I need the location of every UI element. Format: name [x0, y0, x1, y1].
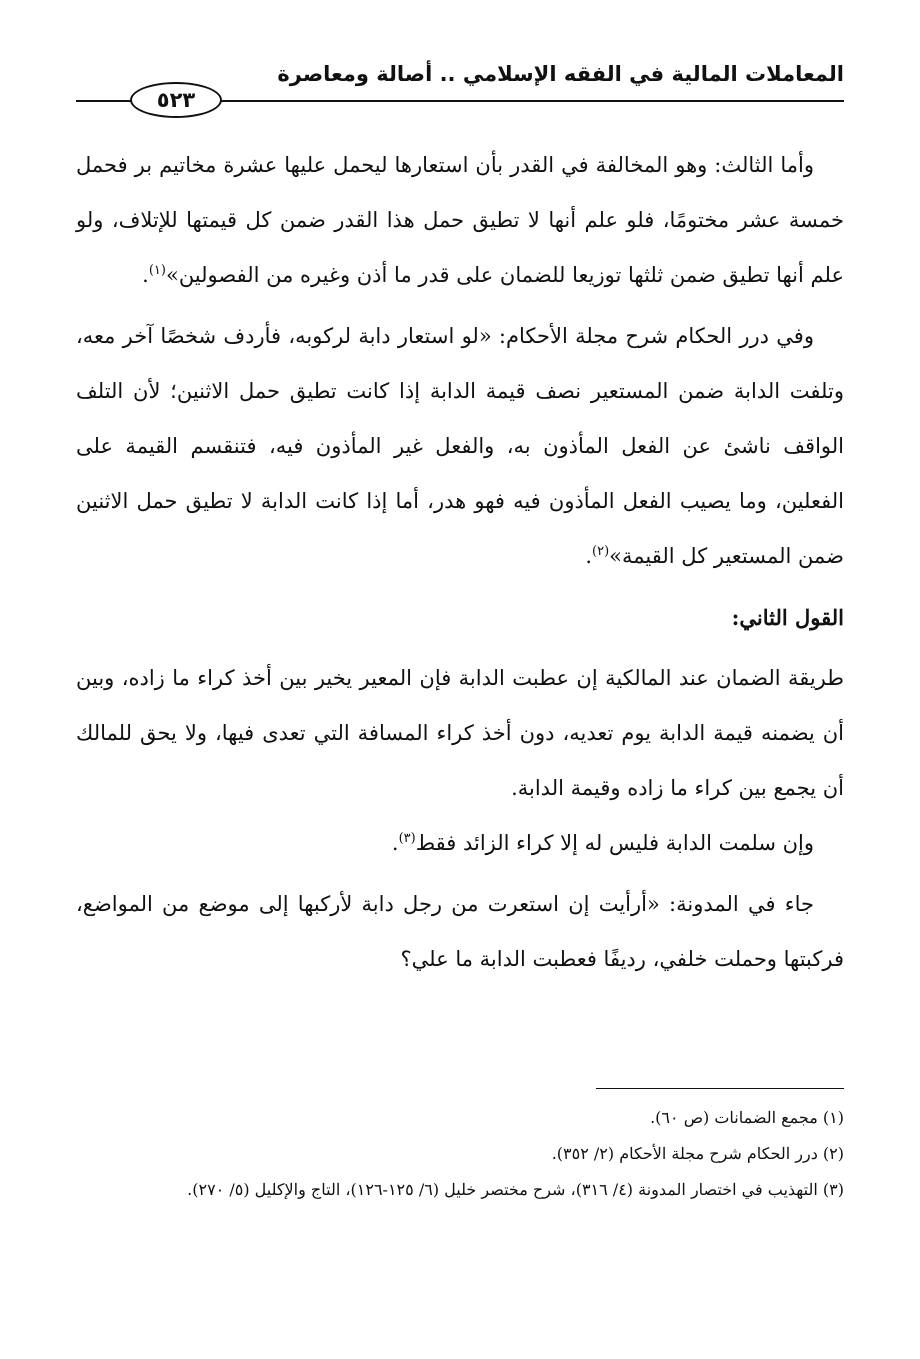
paragraph-1	[76, 138, 844, 303]
paragraph-2	[76, 309, 844, 584]
running-title: المعاملات المالية في الفقه الإسلامي .. أصالة ومعاصرة	[277, 62, 844, 86]
paragraph-1-text: وأما الثالث: وهو المخالفة في القدر بأن استعارها ليحمل عليها عشرة مخاتيم بر فحمل خمسة عشر مختومًا، فلو علم أنها لا تطيق حمل هذا القدر ضمن كل قيمتها للإتلاف، ولو علم أنها تطيق ضمن ثلثها توزيعا للضمان على قدر ما أذن وغيره من الفصولين»	[76, 153, 844, 287]
paragraph-2-end: .	[585, 544, 593, 568]
paragraph-1-end: .	[142, 263, 149, 287]
paragraph-4	[76, 816, 844, 871]
footnote-3: (٣) التهذيب في اختصار المدونة (٤/ ٣١٦)، شرح مختصر خليل (٦/ ١٢٥-١٢٦)، التاج والإكليل (٥/ ٢٧٠).	[187, 1180, 844, 1199]
footnote-ref-3: (٣)	[398, 831, 416, 846]
paragraph-2-text: وفي درر الحكام شرح مجلة الأحكام: «لو استعار دابة لركوبه، فأردف شخصًا آخر معه، وتلفت الدابة ضمن المستعير نصف قيمة الدابة إذا كانت تطيق حمل الاثنين؛ لأن التلف الواقف ناشئ عن الفعل المأذون به، والفعل غير المأذون فيه، فتنقسم القيمة على الفعلين، وما يصيب الفعل المأذون فيه فهو هدر، أما إذا كانت الدابة لا تطيق حمل الاثنين ضمن المستعير كل القيمة»	[76, 324, 844, 568]
page-number: ٥٢٣	[130, 82, 222, 118]
footnote-separator	[596, 1088, 844, 1089]
paragraph-5: جاء في المدونة: «أرأيت إن استعرت من رجل دابة لأركبها إلى موضع من المواضع، فركبتها وحملت خلفي، رديفًا فعطبت الدابة ما علي؟	[76, 892, 844, 971]
footnote-2: (٢) درر الحكام شرح مجلة الأحكام (٢/ ٣٥٢).	[551, 1144, 844, 1163]
footnote-1: (١) مجمع الضمانات (ص ٦٠).	[650, 1108, 844, 1127]
section-heading: القول الثاني:	[731, 605, 844, 630]
paragraph-3: طريقة الضمان عند المالكية إن عطبت الدابة فإن المعير يخير بين أخذ كراء ما زاده، وبين أن يضمنه قيمة الدابة يوم تعديه، دون أخذ كراء المسافة التي تعدى فيها، ولا يحق للمالك أن يجمع بين كراء ما زاده وقيمة الدابة.	[76, 666, 844, 800]
main-text	[76, 138, 844, 987]
footnotes	[76, 1100, 844, 1208]
footnote-ref-1: (١)	[148, 263, 166, 278]
paragraph-4-text: وإن سلمت الدابة فليس له إلا كراء الزائد فقط	[415, 831, 814, 855]
footnote-ref-2: (٢)	[592, 544, 610, 559]
paragraph-4-end: .	[391, 831, 399, 855]
